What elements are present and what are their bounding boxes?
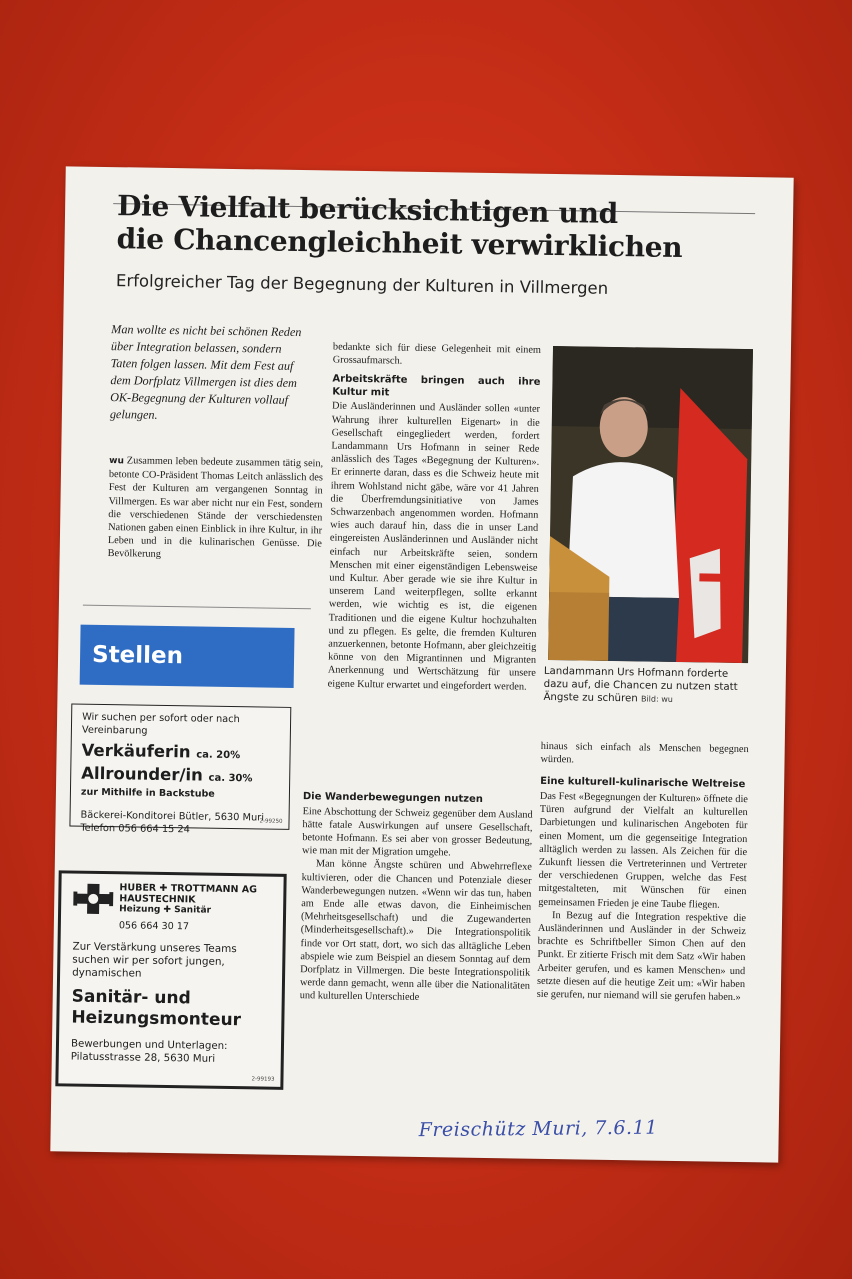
newspaper-clipping — [50, 166, 793, 1162]
job-ad-huber-trottmann — [55, 870, 286, 1090]
ad1-company: Bäckerei-Konditorei Bütler, 5630 Muri — [80, 809, 265, 824]
ad2-intro: Zur Verstärkung unseres Teams suchen wir per sofort jungen, dynamischen — [72, 940, 237, 980]
col2b-paragraph-2: Man könne Ängste schüren und Abwehrreflexe kultivieren, oder die Chancen und Potenziale dieser Wanderbewegungen nutzen. «Wenn wir das tun, haben am Ende alle etwas davon, die Einheimischen (Mehrheitsgesellschaft) und die Zugewanderten (Minderheitsgesellschaft).» Die Integrationspolitik finde vor Ort statt, dort, wo sich das alltägliche Leben abspiele wie zum Beispiel an diesem Sonntag auf dem Dorfplatz in Villmergen. Die beste Integrationspolitik werde dann gemacht, wenn alle über die Nationalitäten und kulturellen Unterschiede — [299, 858, 532, 1004]
ad1-job-2-title: Allrounder/in — [81, 763, 204, 785]
ad2-job-title: Sanitär- und Heizungsmonteur — [71, 986, 242, 1031]
subheading-weltreise: Eine kulturell-kulinarische Weltreise — [540, 776, 746, 791]
article-column-3 — [537, 740, 749, 1004]
ad1-job-1-pct: ca. 20% — [196, 749, 241, 762]
article-lead: Man wollte es nicht bei schönen Reden über Integration belassen, sondern Taten folgen lassen. Mit dem Fest auf dem Dorfplatz Villmergen ist dies dem OK-Begegnung der Kulturen vollauf gelungen. — [109, 322, 302, 422]
article-headline: Die Vielfalt berücksichtigen und die Chancengleichheit verwirklichen — [116, 189, 683, 265]
col3-paragraph-1: Das Fest «Begegnungen der Kulturen» öffnete die Türen aufgrund der Vielfalt an kulturellen Darbietungen und kulinarischen Angeboten für einen Moment, um die gegenseitige Integration alltäglich werden zu lassen. Als Zeichen für die Zukunft liessen die Vertreterinnen und Vertreter der verschiedenen Gruppen, welche das Fest mitgestalteten, mit Wünschen für einen gemeinsamen Frieden je eine Taube fliegen. — [538, 790, 749, 911]
ad1-intro: Wir suchen per sofort oder nach Vereinbarung — [81, 711, 240, 737]
subheading-arbeitskraefte: Arbeitskräfte bringen auch ihre Kultur mit — [332, 373, 541, 399]
handwritten-note: Freischütz Muri, 7.6.11 — [418, 1116, 658, 1142]
ad2-contact: Bewerbungen und Unterlagen: Pilatusstrasse 28, 5630 Muri — [70, 1038, 228, 1065]
article-subheadline: Erfolgreicher Tag der Begegnung der Kulturen in Villmergen — [115, 271, 609, 298]
ad1-job-1 — [81, 741, 279, 767]
ad2-company-name — [119, 882, 257, 917]
ad1-mithilfe: zur Mithilfe in Backstube — [80, 786, 215, 800]
ad1-code: 2-99250 — [259, 818, 283, 825]
ad2-phone: 056 664 30 17 — [118, 920, 190, 933]
col1-text: Zusammen leben bedeute zusammen tätig sein, betonte CO-Präsident Thomas Leitch anlässlich des Fest der Kulturen am vergangenen Sonntag in Villmergen. Es war aber nicht nur ein Fest, sondern die verschiedenen Stände der verschiedensten Nationen gaben einen Einblick in ihre Kultur, in ihr Leben und in die kulinarischen Genüsse. Die Bevölkerung — [107, 455, 324, 561]
job-ad-buetler — [69, 703, 291, 835]
caption-text: Landammann Urs Hofmann forderte dazu auf, die Chancen zu nutzen statt Ängste zu schüren — [543, 665, 738, 705]
ad1-phone: Telefon 056 664 15 24 — [80, 822, 191, 835]
ad1-job-2 — [81, 764, 279, 790]
article-column-1 — [108, 454, 324, 564]
ad2-company-line-3: Heizung ✚ Sanitär — [119, 904, 212, 916]
ad2-company-line-1: HUBER ✚ TROTTMANN AG — [119, 882, 258, 896]
photo-credit: Bild: wu — [640, 694, 673, 704]
col3-paragraph-2: In Bezug auf die Integration respektive die Ausländerinnen und Ausländer in der Schweiz brachte es Schriftbeller Simon Chen auf den Punkt. Er zitierte Frisch mit dem Satz «Wir haben Arbeiter gerufen, und es kamen Menschen» und setzte diesen auf die heutige Zeit um: «Wir haben sie gerufen, nur niemand will sie gerufen haben.» — [536, 909, 747, 1003]
pipe-logo-icon — [73, 882, 114, 917]
speaker-photo-illustration — [548, 346, 753, 663]
photo-caption — [543, 665, 754, 707]
ad1-job-1-title: Verkäuferin — [81, 740, 191, 762]
col2-text: Die Ausländerinnen und Ausländer sollen «unter Wahrung ihrer kulturellen Eigenart» in die Gesellschaft eingegliedert werden, fordert Landammann Urs Hofmann in seiner Rede anlässlich des Tages «Begegnung der Kulturen». Er erinnerte daran, dass es die Schweiz heute mit ihrem Wohlstand nicht gäbe, wäre vor 41 Jahren die Überfremdungsinitiative von James Schwarzenbach angenommen worden. Hofmann wies auch darauf hin, dass die in unser Land eingereisten Ausländerinnen und Ausländer nicht einfach nur Arbeitskräfte seien, sondern Menschen mit einer eigenständigen Lebensweise und Kultur. Aber gerade wie sie ihre Kultur in unserem Land weiterpflegen, sollte erkannt werden, wie wichtig es ist, die eigenen Traditionen und die eigene Kultur hochzuhalten und zu pflegen. Es gelte, die fremden Kulturen anzuerkennen, betonte Hofmann, aber gleichzeitig könne von den Migrantinnen und Migranten Anerkennung und Wertschätzung für unsere eigene Kultur erwartet und eingefordert werden. — [327, 400, 541, 693]
article-column-2 — [328, 341, 541, 694]
ad2-logo-row — [73, 882, 272, 919]
byline: wu — [109, 456, 124, 467]
speaker-photo — [548, 346, 753, 663]
subheading-wanderbewegungen: Die Wanderbewegungen nutzen — [302, 791, 484, 805]
col3-intro: hinaus sich einfach als Menschen begegnen würden. — [540, 740, 749, 766]
col2b-paragraph-1: Eine Abschottung der Schweiz gegenüber dem Ausland hätte fatale Auswirkungen auf unsere Gesellschaft, betonte Hofmann. Es sei aber von grosser Bedeutung, wie man mit der Migration umgehe. — [301, 805, 533, 859]
ad2-code: 2-99193 — [251, 1076, 275, 1083]
ad1-job-2-pct: ca. 30% — [208, 772, 253, 785]
column-divider — [83, 605, 311, 610]
stellen-banner: Stellen — [80, 625, 295, 688]
ad2-company-line-2: HAUSTECHNIK — [119, 893, 196, 906]
article-column-2-lower — [300, 791, 533, 1006]
col2-intro: bedankte sich für diese Gelegenheit mit einem Grossaufmarsch. — [332, 341, 542, 367]
